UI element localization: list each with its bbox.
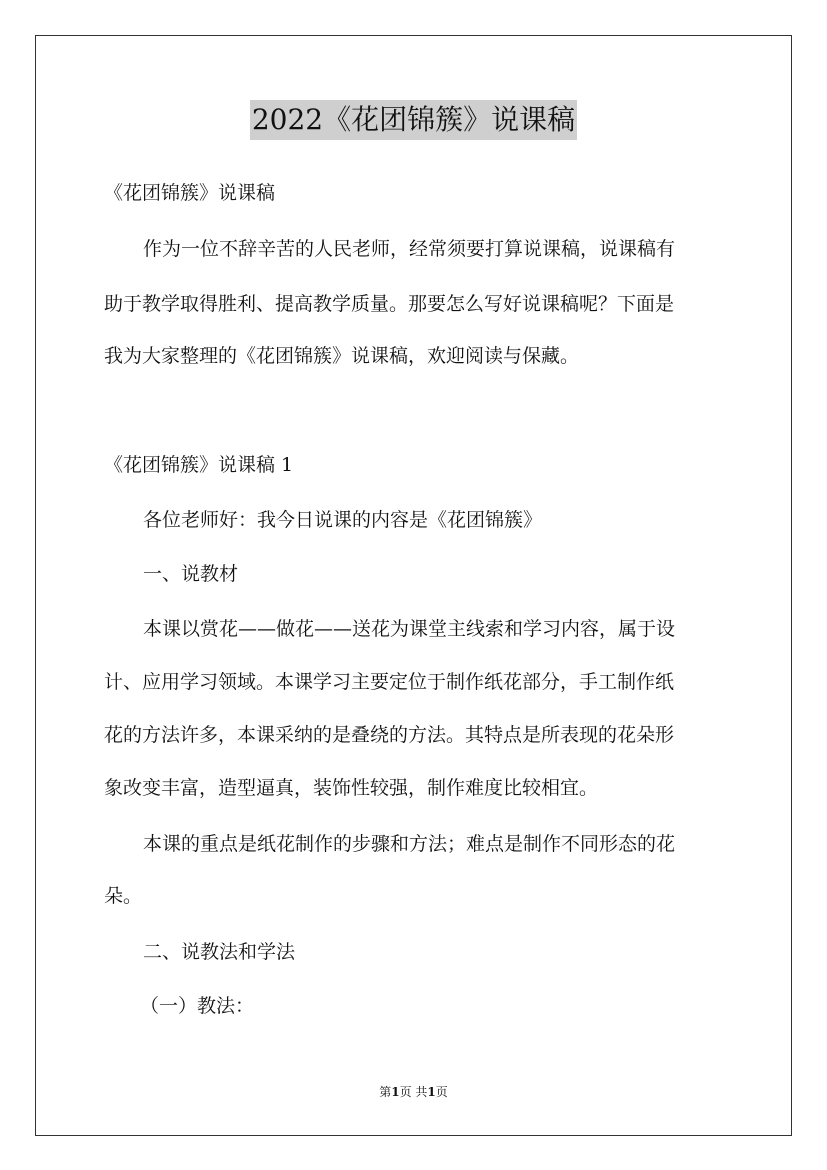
heading-teaching-methods: 二、说教法和学法: [143, 941, 296, 963]
intro-line-3: 我为大家整理的《花团锦簇》说课稿，欢迎阅读与保藏。: [104, 345, 580, 367]
footer-prefix: 第: [379, 1085, 392, 1099]
intro-line-1: 作为一位不辞辛苦的人民老师，经常须要打算说课稿，说课稿有: [143, 238, 676, 260]
para-1-line-2: 计、应用学习领域。本课学习主要定位于制作纸花部分，手工制作纸: [104, 671, 675, 693]
para-2-line-2: 朵。: [104, 885, 143, 907]
footer-suffix: 页: [435, 1085, 448, 1099]
para-1-line-4: 象改变丰富，造型逼真，装饰性较强，制作难度比较相宜。: [104, 777, 599, 799]
page-footer: [0, 1084, 827, 1100]
section-heading: 《花团锦簇》说课稿 1: [104, 454, 294, 476]
document-subtitle: 《花团锦簇》说课稿: [104, 182, 276, 204]
footer-total-pages: 1: [427, 1085, 436, 1099]
para-1-line-1: 本课以赏花——做花——送花为课堂主线索和学习内容，属于设: [143, 618, 676, 640]
title-container: [0, 100, 827, 140]
para-2-line-1: 本课的重点是纸花制作的步骤和方法；难点是制作不同形态的花: [143, 833, 676, 855]
footer-mid: 页 共: [399, 1085, 428, 1099]
para-1-line-3: 花的方法许多，本课采纳的是叠绕的方法。其特点是所表现的花朵形: [104, 724, 675, 746]
intro-line-2: 助于教学取得胜利、提高教学质量。那要怎么写好说课稿呢？下面是: [104, 293, 675, 315]
document-title: 2022《花团锦簇》说课稿: [250, 100, 577, 140]
heading-teaching-material: 一、说教材: [143, 563, 239, 585]
heading-teaching-method-sub: （一）教法：: [140, 995, 255, 1017]
greeting-line: 各位老师好：我今日说课的内容是《花团锦簇》: [143, 509, 543, 531]
footer-page-number: 1: [391, 1085, 400, 1099]
